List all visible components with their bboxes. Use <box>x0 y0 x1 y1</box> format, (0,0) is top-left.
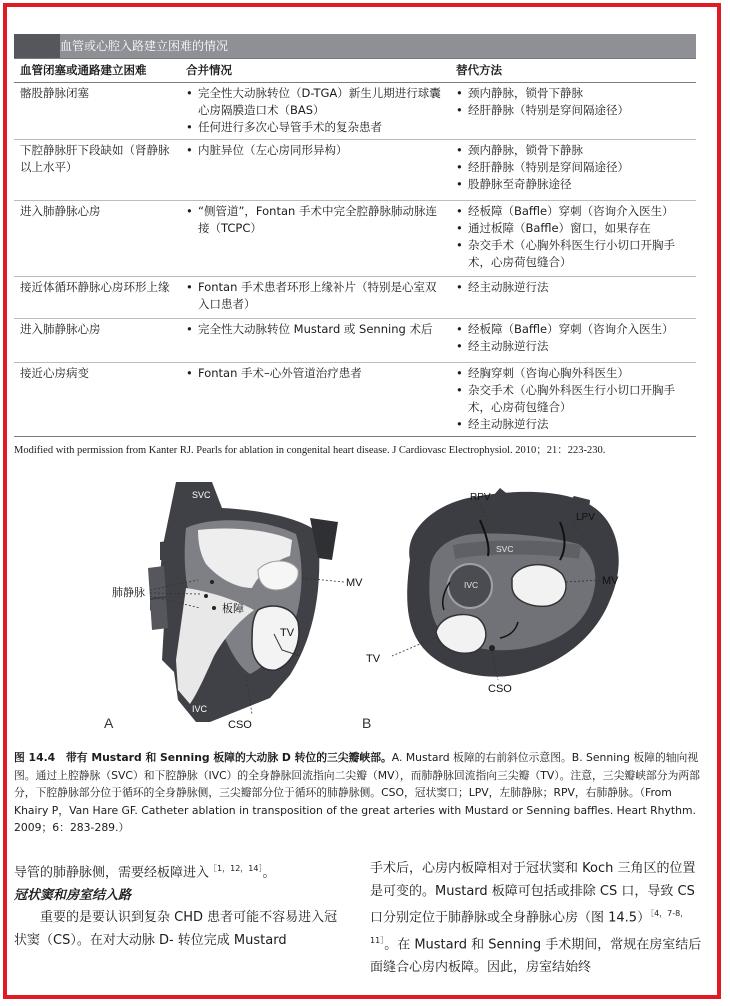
body-left-column <box>14 858 350 952</box>
body-right-paragraph <box>370 858 704 979</box>
label-a-svc: SVC <box>192 490 211 500</box>
list-item: • 经板障（Baffle）穿刺（咨询介入医生） <box>456 203 690 220</box>
list-item: • 通过板障（Baffle）窗口，如果存在 <box>456 220 690 237</box>
cell-problem: 接近心房病变 <box>14 363 180 437</box>
label-a-ivc: IVC <box>192 704 208 714</box>
list-item: • 完全性大动脉转位（D-TGA）新生儿期进行球囊心房隔膜造口术（BAS） <box>186 85 444 119</box>
cell-conditions <box>180 201 450 277</box>
list-item: • 颈内静脉，锁骨下静脉 <box>456 85 690 102</box>
caption-text: A. Mustard 板障的右前斜位示意图。B. Senning 板障的轴向视图。通过上腔静脉（SVC）和下腔静脉（IVC）的全身静脉回流指向二尖瓣（MV），而肺静脉回流指向三尖瓣（TV）。注意，三尖瓣峡部分为两部分，下腔静脉部分位于循环的全身静脉侧，三尖瓣部分位于循环的肺静脉侧。CSO，冠状窦口；LPV，左肺静脉；RPV，右肺静脉。（From Khairy P，Van Hare GF. Catheter ablation in transposition of the great arteries with Mustard or Senning baffles. Heart Rhythm. 2009；6：283-289.） <box>14 751 700 834</box>
list-item: • 任何进行多次心导管手术的复杂患者 <box>186 119 444 136</box>
table-row <box>14 363 696 437</box>
table-row <box>14 201 696 277</box>
col-header-problem: 血管闭塞或通路建立困难 <box>14 59 180 83</box>
list-item: • 经主动脉逆行法 <box>456 279 690 296</box>
label-panel-a: A <box>104 715 114 731</box>
list-item: • 股静脉至奇静脉途径 <box>456 176 690 193</box>
cell-problem: 髂股静脉闭塞 <box>14 83 180 140</box>
figure-caption <box>14 749 704 837</box>
list-item: • 完全性大动脉转位 Mustard 或 Senning 术后 <box>186 321 444 338</box>
label-b-rpv: RPV <box>470 492 491 503</box>
table-row <box>14 83 696 140</box>
table-title: 血管或心腔入路建立困难的情况 <box>60 39 229 53</box>
list-item: • 经主动脉逆行法 <box>456 416 690 433</box>
label-b-svc: SVC <box>496 544 514 554</box>
table-row <box>14 140 696 201</box>
list-item: • 经肝静脉（特别是穿间隔途径） <box>456 102 690 119</box>
label-b-cso: CSO <box>488 683 512 695</box>
cell-alternatives <box>450 319 696 363</box>
label-a-tv: TV <box>280 627 295 639</box>
label-a-mv: MV <box>346 577 363 589</box>
citation: ［1，12，14］ <box>209 864 263 873</box>
figure-14-4 <box>0 460 730 750</box>
label-a-cso: CSO <box>228 719 252 731</box>
label-a-pv: 肺静脉 <box>112 587 145 599</box>
cell-conditions <box>180 319 450 363</box>
list-item: • 内脏异位（左心房同形异构） <box>186 142 444 159</box>
text-run: 。在 Mustard 和 Senning 手术期间，常规在房室结后面缝合心房内板障。因此，房室结始终 <box>370 937 702 975</box>
list-item: • Fontan 手术–心外管道治疗患者 <box>186 365 444 382</box>
cell-problem: 进入肺静脉心房 <box>14 201 180 277</box>
cell-conditions <box>180 363 450 437</box>
cell-alternatives <box>450 83 696 140</box>
cell-conditions <box>180 140 450 201</box>
col-header-conditions: 合并情况 <box>180 59 450 83</box>
text-run: 手术后，心房内板障相对于冠状窦和 Koch 三角区的位置是可变的。Mustard 板障可包括或排除 CS 口，导致 CS 口分别定位于肺静脉或全身静脉心房（图 14.5） <box>370 861 696 926</box>
section-heading: 冠状窦和房室结入路 <box>14 887 132 903</box>
caption-lead: 图 14.4 带有 Mustard 和 Senning 板障的大动脉 D 转位的三尖瓣峡部。 <box>14 751 392 764</box>
cell-problem: 接近体循环静脉心房环形上缘 <box>14 277 180 319</box>
cell-problem: 下腔静脉肝下段缺如（肾静脉以上水平） <box>14 140 180 201</box>
list-item: • Fontan 手术患者环形上缘补片（特别是心室双入口患者） <box>186 279 444 313</box>
list-item: • “侧管道”，Fontan 手术中完全腔静脉肺动脉连接（TCPC） <box>186 203 444 237</box>
body-left-first-line <box>14 858 350 885</box>
cell-conditions <box>180 83 450 140</box>
access-table <box>14 58 696 437</box>
list-item: • 经板障（Baffle）穿刺（咨询介入医生） <box>456 321 690 338</box>
panel-a-heart <box>148 482 344 722</box>
cell-alternatives <box>450 140 696 201</box>
table-row <box>14 319 696 363</box>
body-left-paragraph: 重要的是要认识到复杂 CHD 患者可能不容易进入冠状窦（CS）。在对大动脉 D- 转位完成 Mustard <box>14 910 338 948</box>
list-item: • 经胸穿刺（咨询心胸外科医生） <box>456 365 690 382</box>
cell-alternatives <box>450 363 696 437</box>
list-item: • 经肝静脉（特别是穿间隔途径） <box>456 159 690 176</box>
cell-alternatives <box>450 277 696 319</box>
list-item: • 颈内静脉，锁骨下静脉 <box>456 142 690 159</box>
label-b-lpv: LPV <box>576 512 595 523</box>
table-row <box>14 277 696 319</box>
text-run: 导管的肺静脉侧，需要经板障进入 <box>14 865 210 881</box>
list-item: • 经主动脉逆行法 <box>456 338 690 355</box>
cell-problem: 进入肺静脉心房 <box>14 319 180 363</box>
col-header-alternatives: 替代方法 <box>450 59 696 83</box>
label-b-ivc: IVC <box>464 580 479 590</box>
cell-conditions <box>180 277 450 319</box>
text-run: 。 <box>262 865 276 881</box>
table-header-row <box>14 59 696 83</box>
cell-alternatives <box>450 201 696 277</box>
label-b-mv: MV <box>602 575 619 587</box>
label-b-tv: TV <box>366 653 381 665</box>
table-title-bar <box>14 34 696 58</box>
list-item: • 杂交手术（心胸外科医生行小切口开胸手术，心房荷包缝合） <box>456 237 690 271</box>
source-note: Modified with permission from Kanter RJ. Pearls for ablation in congenital heart disease. J Cardiovasc Electrophysiol. 2010；21：223-230. <box>14 445 606 456</box>
label-a-baffle: 板障 <box>222 603 244 615</box>
list-item: • 杂交手术（心胸外科医生行小切口开胸手术，心房荷包缝合） <box>456 382 690 416</box>
body-right-column <box>370 858 704 979</box>
label-panel-b: B <box>362 715 372 731</box>
citation: ［4，7-8，11］ <box>370 909 689 945</box>
